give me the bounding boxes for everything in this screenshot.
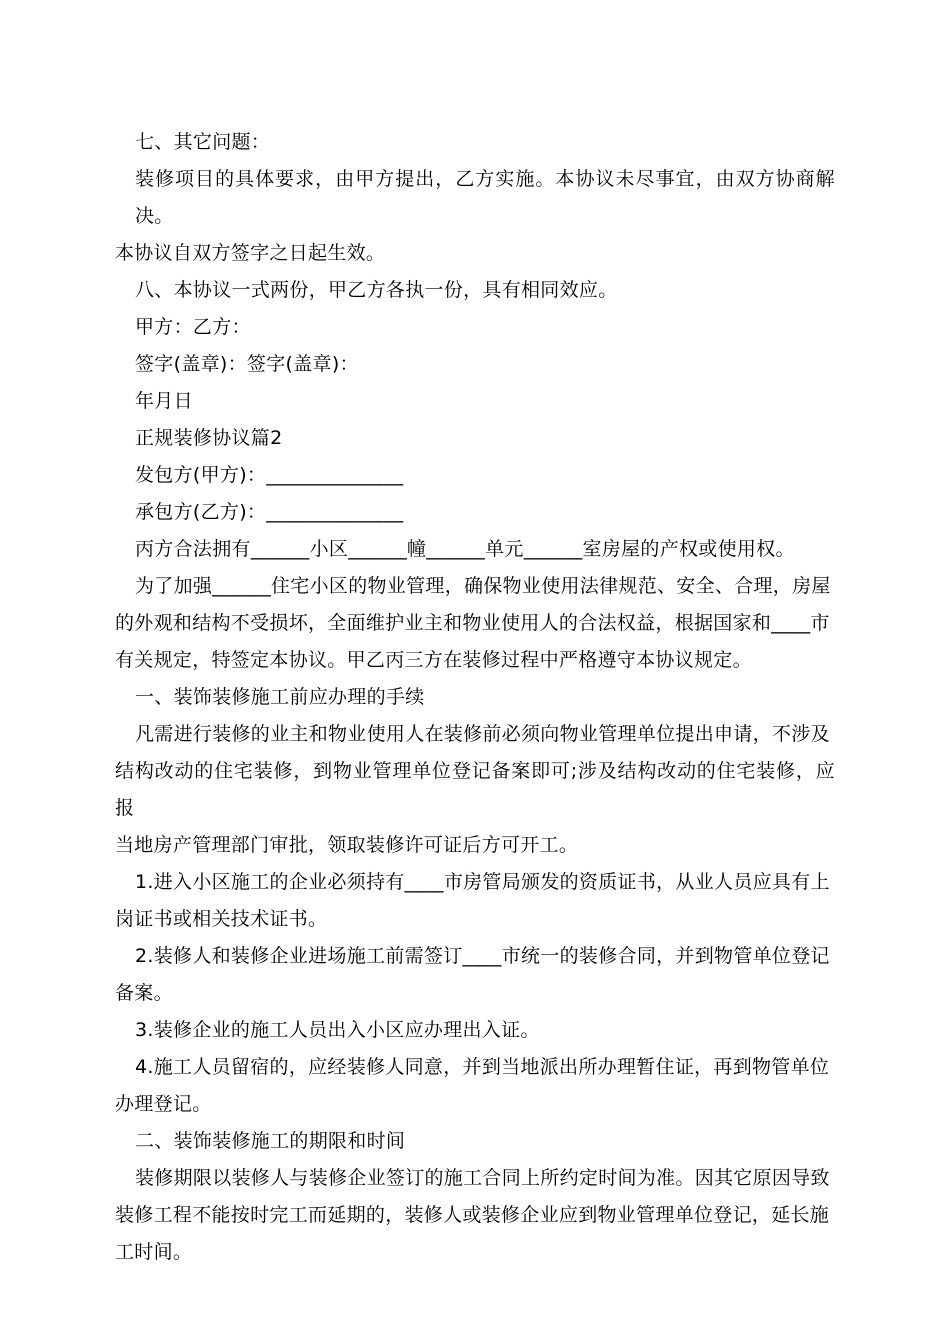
paragraph-line: 1.进入小区施工的企业必须持有____市房管局颁发的资质证书，从业人员应具有上 [135,871,830,893]
paragraph [115,568,835,679]
paragraph-line: 结构改动的住宅装修，到物业管理单位登记备案即可;涉及结构改动的住宅装修，应报 [115,760,835,819]
paragraph [115,420,835,457]
paragraph [115,1049,835,1123]
paragraph-line: 装修项目的具体要求，由甲方提出，乙方实施。本协议未尽事宜，由双方协商解决。 [135,168,835,227]
paragraph [115,679,835,716]
paragraph-line: 当地房产管理部门审批，领取装修许可证后方可开工。 [115,834,579,856]
paragraph [115,161,835,272]
paragraph-line: 装修期限以装修人与装修企业签订的施工合同上所约定时间为准。因其它原因导致 [135,1167,830,1189]
paragraph [115,1123,835,1160]
paragraph-line: 4.施工人员留宿的，应经装修人同意，并到当地派出所办理暂住证，再到物管单位 [135,1056,830,1078]
paragraph [115,1012,835,1049]
paragraph [115,716,835,864]
paragraph-line: 承包方(乙方)：______________ [135,501,404,523]
paragraph [115,124,835,161]
paragraph-line: 有关规定，特签定本协议。甲乙丙三方在装修过程中严格遵守本协议规定。 [115,649,752,671]
paragraph-line: 发包方(甲方)：______________ [135,464,404,486]
paragraph [115,309,835,346]
paragraph-line: 甲方：乙方： [135,316,251,338]
paragraph-line: 工时间。 [115,1241,193,1263]
paragraph-line: 2.装修人和装修企业进场施工前需签订____市统一的装修合同，并到物管单位登记 [135,945,830,967]
paragraph [115,383,835,420]
paragraph-line: 为了加强______住宅小区的物业管理，确保物业使用法律规范、安全、合理，房屋 [135,575,831,597]
paragraph-line: 丙方合法拥有______小区______幢______单元______室房屋的产权或使用权。 [135,538,795,560]
paragraph [115,272,835,309]
paragraph [115,531,835,568]
paragraph [115,1160,835,1271]
paragraph-line: 备案。 [115,982,173,1004]
paragraph-line: 七、其它问题： [135,131,271,153]
paragraph-line: 一、装饰装修施工前应办理的手续 [135,686,425,708]
paragraph-line: 装修工程不能按时完工而延期的，装修人或装修企业应到物业管理单位登记，延长施 [115,1204,830,1226]
paragraph-line: 年月日 [135,390,193,412]
paragraph-line: 的外观和结构不受损坏，全面维护业主和物业使用人的合法权益，根据国家和____市 [115,612,830,634]
paragraph-line: 八、本协议一式两份，甲乙方各执一份，具有相同效应。 [135,279,618,301]
paragraph-line: 签字(盖章)：签字(盖章)： [135,353,359,375]
paragraph-line: 3.装修企业的施工人员出入小区应办理出入证。 [135,1019,540,1041]
document-body [115,124,835,1271]
paragraph [115,864,835,938]
paragraph-line: 正规装修协议篇2 [135,427,283,449]
paragraph [115,457,835,494]
paragraph-line: 二、装饰装修施工的期限和时间 [135,1130,406,1152]
paragraph-line: 岗证书或相关技术证书。 [115,908,328,930]
paragraph [115,346,835,383]
paragraph [115,494,835,531]
paragraph-line: 凡需进行装修的业主和物业使用人在装修前必须向物业管理单位提出申请，不涉及 [135,723,830,745]
paragraph-line: 本协议自双方签字之日起生效。 [115,242,386,264]
paragraph-line: 办理登记。 [115,1093,212,1115]
paragraph [115,938,835,1012]
